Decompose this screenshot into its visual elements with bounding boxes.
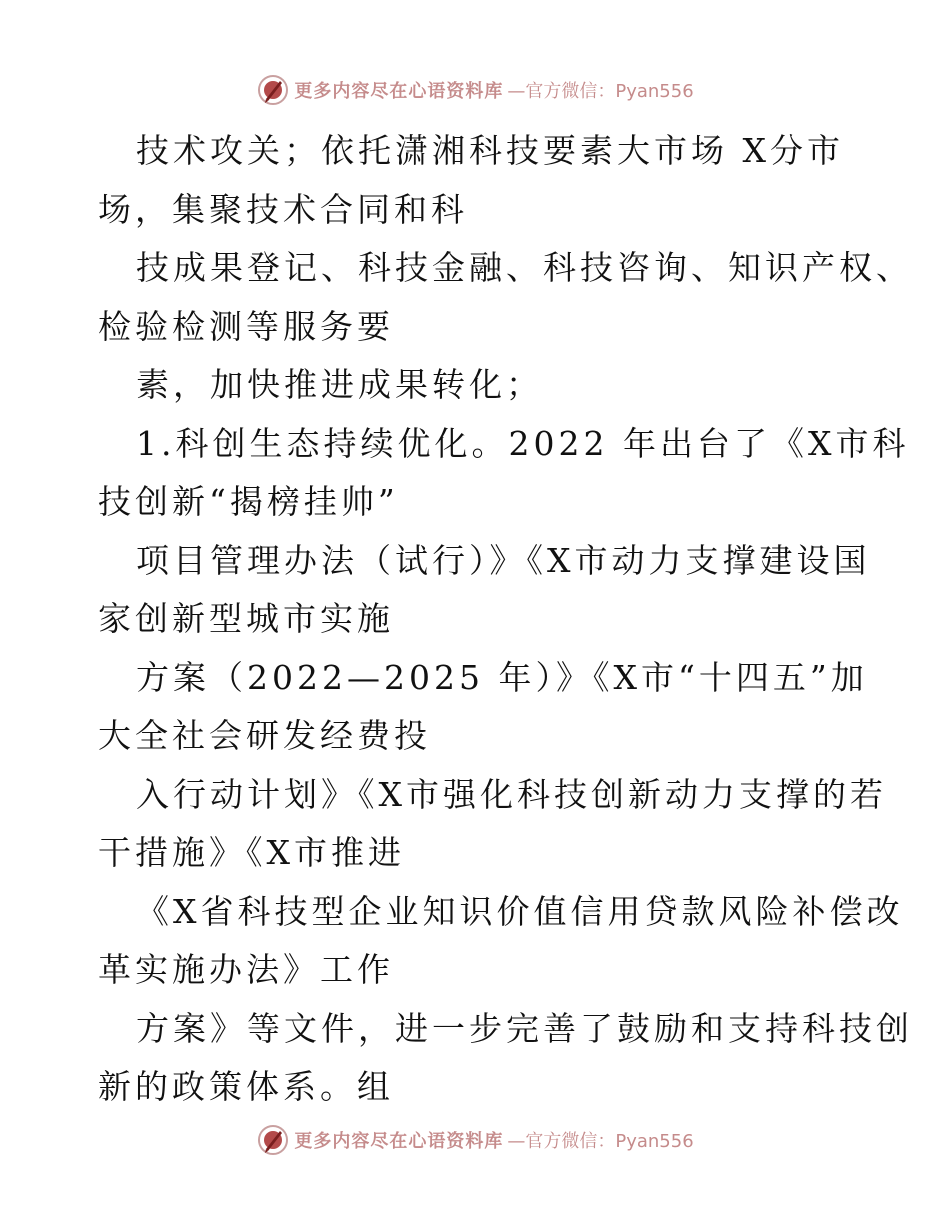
text-line: 素，加快推进成果转化； — [136, 365, 543, 404]
text-line: 革实施办法》工作 — [98, 950, 394, 989]
quill-logo-icon — [256, 1123, 290, 1157]
document-body — [98, 122, 913, 1117]
text-line: 干措施》《X市推进 — [98, 833, 405, 872]
text-line: 场，集聚技术合同和科 — [98, 189, 468, 229]
text-line: 技创新“揭榜挂帅” — [98, 482, 399, 521]
text-line: 入行动计划》《X市强化科技创新动力支撑的若 — [136, 774, 887, 814]
text-line: 检验检测等服务要 — [98, 306, 394, 346]
text-line: 新的政策体系。组 — [98, 1067, 394, 1106]
text-line: 方案》等文件，进一步完善了鼓励和支持科技创 — [136, 1008, 913, 1048]
text-line: 方案（2022—2025 年）》《X市“十四五”加 — [136, 657, 868, 697]
quill-logo-icon — [256, 73, 290, 107]
watermark-text: 更多内容尽在心语资料库 — [294, 1131, 504, 1152]
watermark-contact: —官方微信：Pyan556 — [507, 81, 694, 102]
text-line: 《X省科技型企业知识价值信用贷款风险补偿改 — [136, 891, 904, 931]
header-watermark — [0, 70, 950, 110]
text-line: 家创新型城市实施 — [98, 599, 394, 638]
text-line: 项目管理办法（试行）》《X市动力支撑建设国 — [136, 540, 871, 580]
text-line: 技术攻关；依托潇湘科技要素大市场 X分市 — [136, 131, 844, 170]
text-line: 1.科创生态持续优化。2022 年出台了《X市科 — [136, 423, 910, 463]
text-line: 大全社会研发经费投 — [98, 716, 431, 755]
watermark-contact: —官方微信：Pyan556 — [507, 1131, 694, 1152]
watermark-text: 更多内容尽在心语资料库 — [294, 81, 504, 102]
footer-watermark — [0, 1120, 950, 1160]
text-line: 技成果登记、科技金融、科技咨询、知识产权、 — [136, 248, 913, 287]
